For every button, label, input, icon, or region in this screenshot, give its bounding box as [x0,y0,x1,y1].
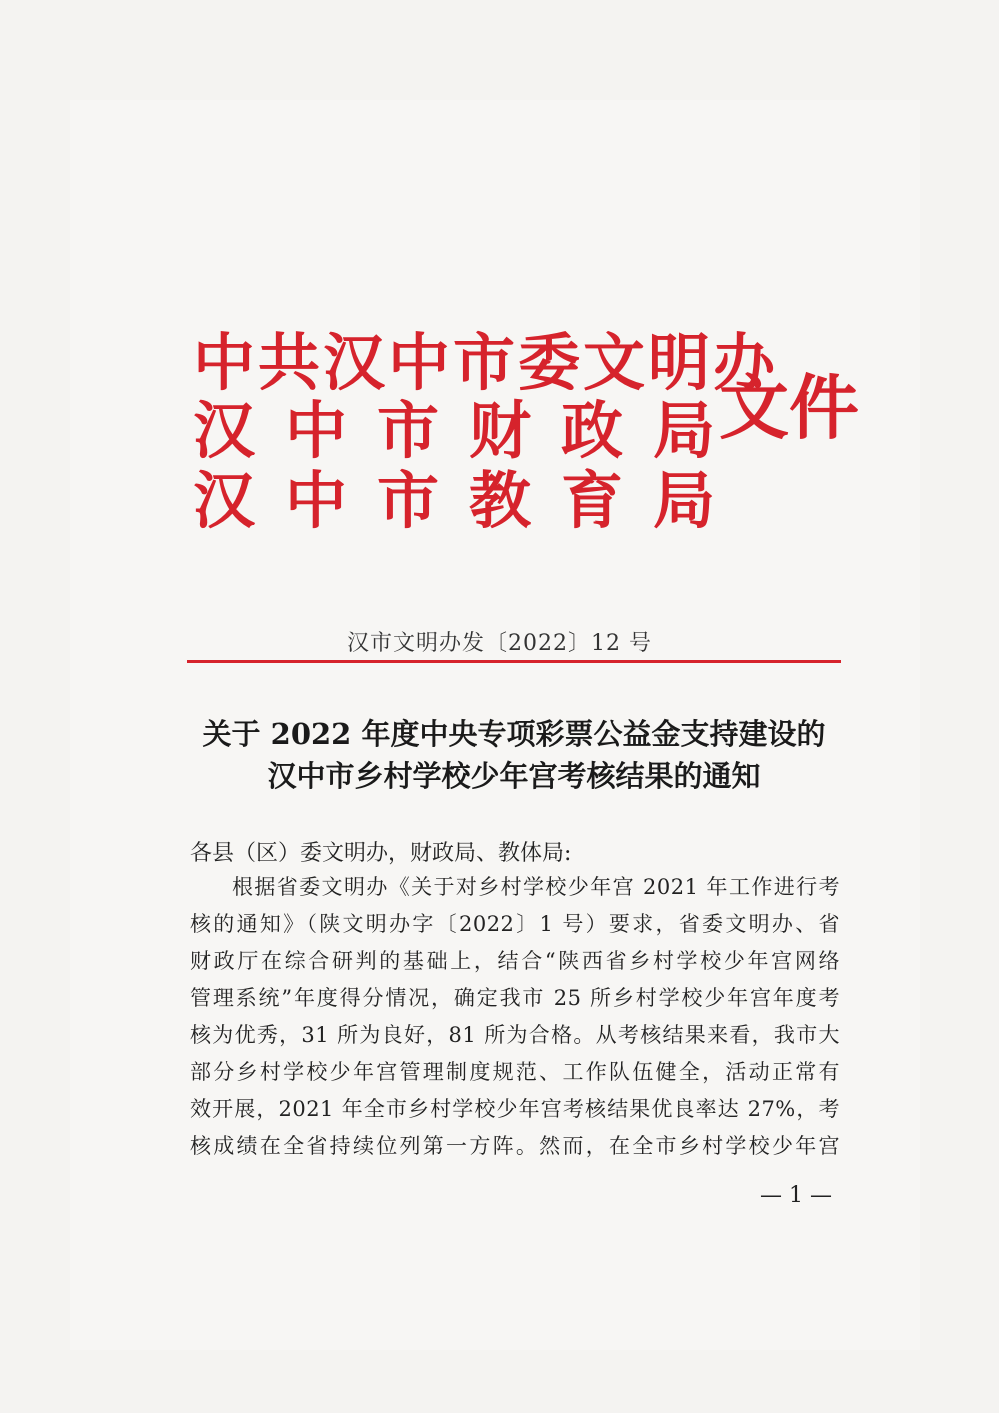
issuer-line-2-char: 财 [469,394,532,467]
page-number: — 1 — [760,1183,832,1208]
issuer-line-3-char: 汉 [193,464,256,537]
issuer-line-2-char: 汉 [193,394,256,467]
issuer-line-3-char: 市 [377,464,440,537]
body-line: 效开展，2021 年全市乡村学校少年宫考核结果优良率达 27%，考 [190,1097,840,1121]
issuer-line-3-char: 局 [653,464,716,537]
body-line: 核成绩在全省持续位列第一方阵。然而，在全市乡村学校少年宫 [190,1134,840,1158]
issuer-line-2-char: 市 [377,394,440,467]
notice-title-line-2: 汉中市乡村学校少年宫考核结果的通知 [267,759,761,793]
issuer-line-3-char: 育 [561,464,624,537]
salutation: 各县（区）委文明办，财政局、教体局: [190,841,572,866]
document-number: 汉市文明办发〔2022〕12 号 [347,631,652,656]
issuer-line-2-char: 政 [561,394,624,467]
body-line: 财政厅在综合研判的基础上，结合“陕西省乡村学校少年宫网络 [190,949,840,973]
body-line: 部分乡村学校少年宫管理制度规范、工作队伍健全，活动正常有 [190,1060,840,1084]
red-divider [187,660,841,663]
notice-title-line-1: 关于 2022 年度中央专项彩票公益金支持建设的 [202,717,826,751]
body-line: 核为优秀，31 所为良好，81 所为合格。从考核结果来看，我市大 [190,1023,840,1047]
issuer-line-3-char: 中 [285,464,348,537]
body-line: 核的通知》（陕文明办字〔2022〕1 号）要求，省委文明办、省 [190,912,840,936]
document-type-label: 文件 [719,366,859,449]
issuer-line-1: 中共汉中市委文明办 [193,326,779,399]
issuer-line-2-char: 局 [653,394,716,467]
issuer-line-3-char: 教 [469,464,532,537]
issuer-line-2-char: 中 [285,394,348,467]
body-line: 管理系统”年度得分情况，确定我市 25 所乡村学校少年宫年度考 [190,986,840,1010]
body-line: 根据省委文明办《关于对乡村学校少年宫 2021 年工作进行考 [232,875,840,899]
